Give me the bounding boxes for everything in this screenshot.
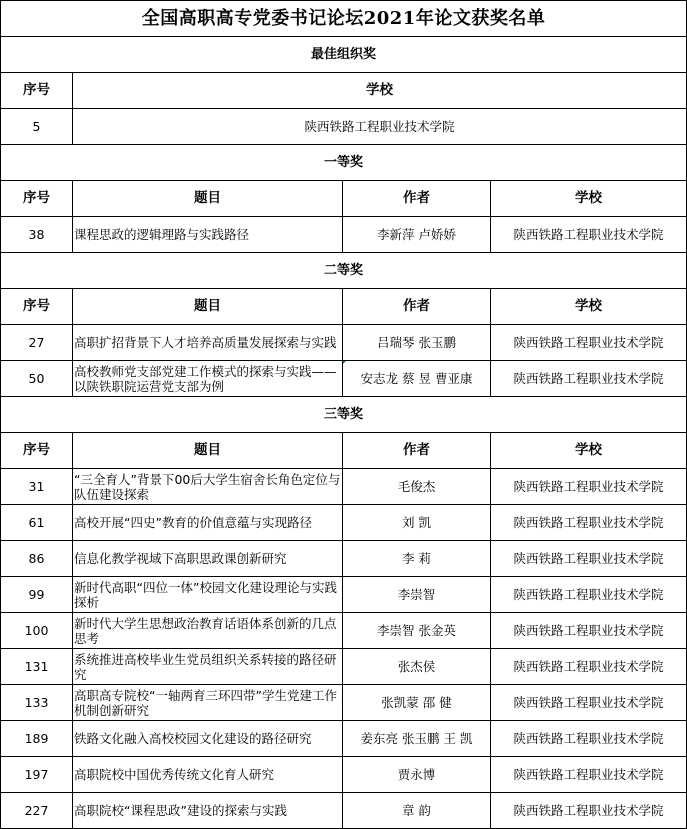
section-second: 二等奖 — [1, 253, 687, 289]
header-seq: 序号 — [1, 73, 73, 109]
cell-school: 陕西铁路工程职业技术学院 — [491, 361, 687, 397]
cell-topic: 新时代大学生思想政治教育话语体系创新的几点思考 — [73, 613, 343, 649]
table-row — [1, 577, 687, 613]
table-row — [1, 541, 687, 577]
section-third: 三等奖 — [1, 397, 687, 433]
cell-author: 李 莉 — [343, 541, 491, 577]
cell-school: 陕西铁路工程职业技术学院 — [491, 577, 687, 613]
cell-seq: 38 — [1, 217, 73, 253]
cell-seq: 197 — [1, 757, 73, 793]
section-row — [1, 253, 687, 289]
cell-author: 李新萍 卢娇娇 — [343, 217, 491, 253]
header-topic: 题目 — [73, 181, 343, 217]
cell-topic: 高校开展“四史”教育的价值意蕴与实现路径 — [73, 505, 343, 541]
table-row — [1, 325, 687, 361]
cell-author: 吕瑞琴 张玉鹏 — [343, 325, 491, 361]
cell-seq: 61 — [1, 505, 73, 541]
table-row — [1, 505, 687, 541]
cell-topic: “三全育人”背景下00后大学生宿舍长角色定位与队伍建设探索 — [73, 469, 343, 505]
cell-topic: 铁路文化融入高校校园文化建设的路径研究 — [73, 721, 343, 757]
header-row — [1, 433, 687, 469]
header-school: 学校 — [491, 433, 687, 469]
table-row — [1, 217, 687, 253]
table-row — [1, 649, 687, 685]
cell-author: 贾永博 — [343, 757, 491, 793]
cell-topic: 新时代高职“四位一体”校园文化建设理论与实践探析 — [73, 577, 343, 613]
header-author: 作者 — [343, 181, 491, 217]
header-topic: 题目 — [73, 289, 343, 325]
table-row — [1, 793, 687, 829]
section-row — [1, 37, 687, 73]
cell-school: 陕西铁路工程职业技术学院 — [491, 649, 687, 685]
header-seq: 序号 — [1, 181, 73, 217]
header-author: 作者 — [343, 433, 491, 469]
cell-author: 张杰侯 — [343, 649, 491, 685]
cell-author: 刘 凯 — [343, 505, 491, 541]
section-row — [1, 145, 687, 181]
cell-topic: 课程思政的逻辑理路与实践路径 — [73, 217, 343, 253]
cell-topic: 高校教师党支部党建工作模式的探索与实践——以陕铁职院运营党支部为例 — [73, 361, 343, 397]
cell-school: 陕西铁路工程职业技术学院 — [491, 541, 687, 577]
cell-topic: 高职院校“课程思政”建设的探索与实践 — [73, 793, 343, 829]
cell-school: 陕西铁路工程职业技术学院 — [491, 685, 687, 721]
cell-author: 姜东亮 张玉鹏 王 凯 — [343, 721, 491, 757]
cell-seq: 31 — [1, 469, 73, 505]
cell-school: 陕西铁路工程职业技术学院 — [73, 109, 687, 145]
section-first: 一等奖 — [1, 145, 687, 181]
header-school: 学校 — [73, 73, 687, 109]
cell-seq: 227 — [1, 793, 73, 829]
header-row — [1, 289, 687, 325]
cell-seq: 131 — [1, 649, 73, 685]
header-row — [1, 73, 687, 109]
third-prize-rows — [1, 469, 687, 829]
cell-school: 陕西铁路工程职业技术学院 — [491, 505, 687, 541]
cell-seq: 86 — [1, 541, 73, 577]
cell-school: 陕西铁路工程职业技术学院 — [491, 721, 687, 757]
cell-seq: 50 — [1, 361, 73, 397]
table-row — [1, 361, 687, 397]
title-row — [1, 1, 687, 37]
cell-topic: 系统推进高校毕业生党员组织关系转接的路径研究 — [73, 649, 343, 685]
cell-author: 安志龙 蔡 昱 曹亚康 — [343, 361, 491, 397]
cell-author: 李崇智 — [343, 577, 491, 613]
cell-author: 章 韵 — [343, 793, 491, 829]
cell-seq: 27 — [1, 325, 73, 361]
cell-seq: 5 — [1, 109, 73, 145]
cell-school: 陕西铁路工程职业技术学院 — [491, 469, 687, 505]
page-title: 全国高职高专党委书记论坛2021年论文获奖名单 — [1, 1, 687, 37]
header-row — [1, 181, 687, 217]
header-school: 学校 — [491, 181, 687, 217]
table-row — [1, 109, 687, 145]
table-row — [1, 685, 687, 721]
table-row — [1, 721, 687, 757]
cell-seq: 99 — [1, 577, 73, 613]
cell-school: 陕西铁路工程职业技术学院 — [491, 325, 687, 361]
cell-topic: 信息化教学视域下高职思政课创新研究 — [73, 541, 343, 577]
cell-seq: 189 — [1, 721, 73, 757]
header-topic: 题目 — [73, 433, 343, 469]
cell-topic: 高职院校中国优秀传统文化育人研究 — [73, 757, 343, 793]
header-seq: 序号 — [1, 433, 73, 469]
cell-topic: 高职高专院校“一轴两育三环四带”学生党建工作机制创新研究 — [73, 685, 343, 721]
cell-seq: 133 — [1, 685, 73, 721]
cell-author: 李崇智 张金英 — [343, 613, 491, 649]
cell-school: 陕西铁路工程职业技术学院 — [491, 793, 687, 829]
table-row — [1, 469, 687, 505]
cell-author: 毛俊杰 — [343, 469, 491, 505]
table-row — [1, 757, 687, 793]
header-author: 作者 — [343, 289, 491, 325]
header-school: 学校 — [491, 289, 687, 325]
section-row — [1, 397, 687, 433]
cell-school: 陕西铁路工程职业技术学院 — [491, 757, 687, 793]
table-row — [1, 613, 687, 649]
cell-seq: 100 — [1, 613, 73, 649]
header-seq: 序号 — [1, 289, 73, 325]
cell-school: 陕西铁路工程职业技术学院 — [491, 613, 687, 649]
section-best-org: 最佳组织奖 — [1, 37, 687, 73]
cell-author: 张凯蒙 邵 健 — [343, 685, 491, 721]
cell-topic: 高职扩招背景下人才培养高质量发展探索与实践 — [73, 325, 343, 361]
cell-school: 陕西铁路工程职业技术学院 — [491, 217, 687, 253]
